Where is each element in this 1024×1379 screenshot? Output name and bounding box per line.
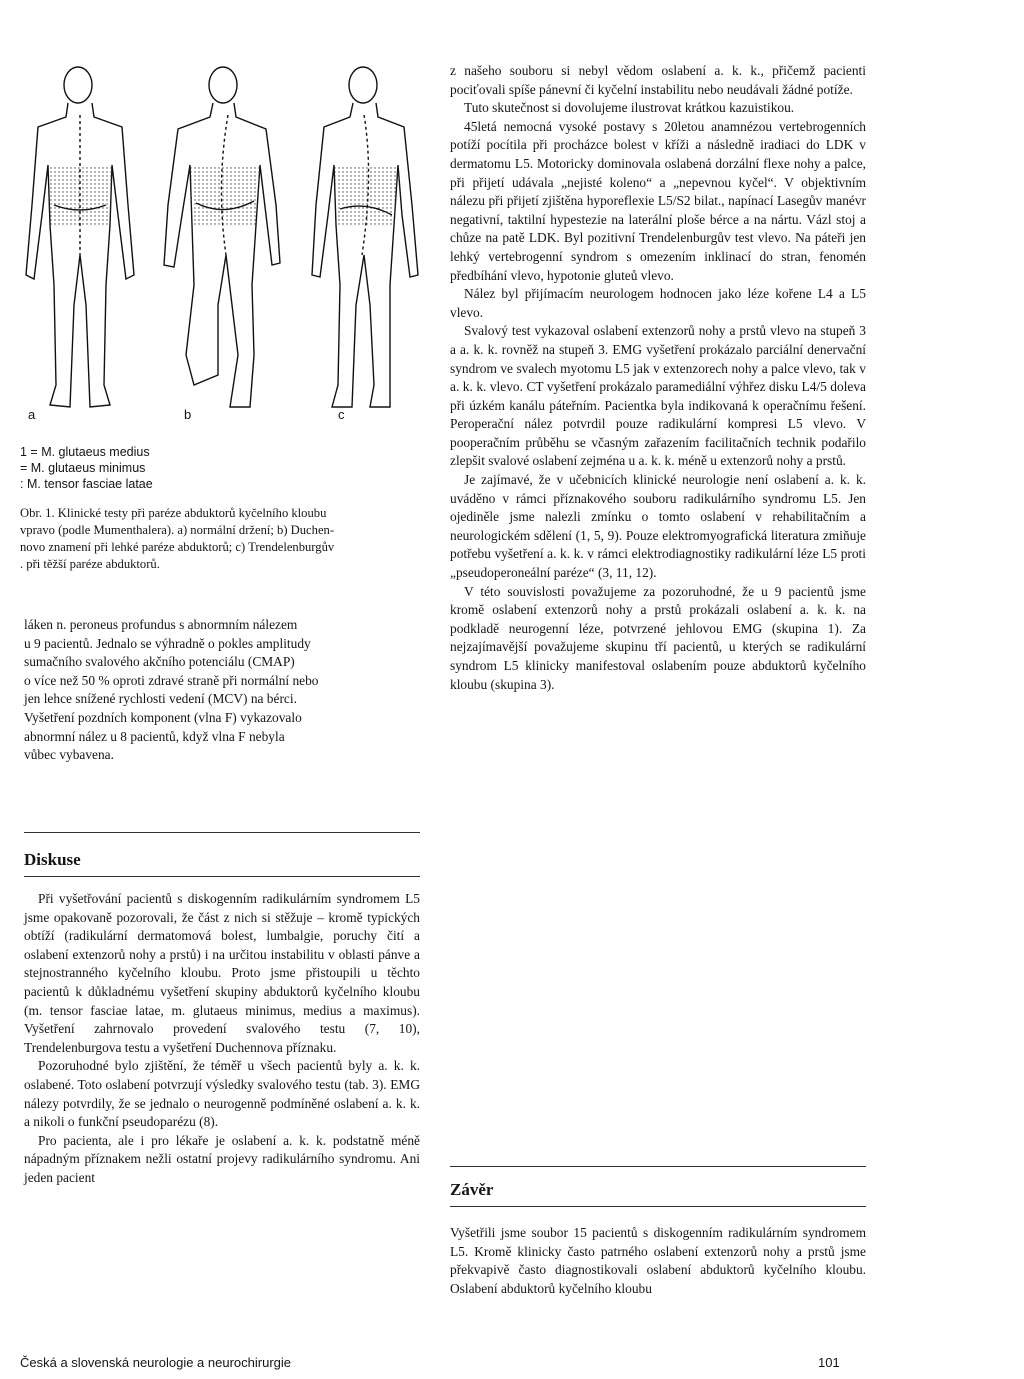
discussion-heading: Diskuse [24, 850, 81, 869]
paragraph: z našeho souboru si nebyl vědom oslabení a. k. k., přičemž pacienti pociťovali spíše pánevní či kyčelní instabilitu nebo neudávali žádné potíže. [450, 63, 866, 97]
paragraph: Nález byl přijímacím neurologem hodnocen jako léze kořene L4 a L5 vlevo. [450, 286, 866, 320]
figure-caption [20, 505, 430, 573]
paragraph: Tuto skutečnost si dovolujeme ilustrovat krátkou kazuistikou. [464, 100, 795, 116]
case-report-paragraph: 45letá nemocná vysoké postavy s 20letou anamnézou vertebrogenních potíží pocítila při procházce bolest v kříži a následně iradiaci do LDK v dermatomu L5. Motoricky dominovala oslabená dorzální flexe nohy a palce, při přijetí udávala „nejisté koleno“ a „nepevnou kyčel“. V objektivním nálezu při přijetí zjištěna hyporeflexie L5/S2 bilat., napínací Lasegův manévr negativní, taktilní hypestezie na laterální ploše bérce a na nártu. Vázl stoj a chůze na patě LDK. Byl pozitivní Trendelenburgův test vlevo. Na páteři jen lehký vertebrogenní syndrom s omezením inklinací do stran, fenomén předbíhání vlevo, hypotonie gluteů vlevo. [450, 118, 866, 283]
discussion-body [24, 890, 420, 1188]
paragraph: Je zajímavé, že v učebnicích klinické neurologie není oslabení a. k. k. uváděno v rámci příznakového souboru radikulárního syndromu L5. Jen ojediněle jsme nalezli zmínku o tomto oslabení v rehabilitačním a neurologickém sdělení (1, 5, 9). Pouze elektromyografická literatura zmiňuje potřebu vyšetření a. k. k. v rámci elektrodiagnostiky radikulární léze L5 proti „pseudoperoneální paréze“ (3, 11, 12). [450, 472, 866, 581]
results-paragraph [24, 616, 420, 765]
right-column-body [450, 62, 866, 694]
discussion-paragraph: Pozoruhodné bylo zjištění, že téměř u všech pacientů byly a. k. k. oslabené. Toto oslabení potvrzují výsledky svalového testu (tab. 3). EMG nálezy potvrdily, že se jednalo o neurogenně podmíněné oslabení a. k. k. a nikoli o funkční pseudoparézu (8). [24, 1058, 420, 1130]
paragraph: Svalový test vykazoval oslabení extenzorů nohy a prstů vlevo na stupeň 3 a a. k. k. rovněž na stupeň 3. EMG vyšetření prokázalo parciální denervační syndrom ve svalech myotomu L5 jak v extenzorech nohy a palce vlevo, tak v a. k. k. vlevo. CT vyšetření prokázalo paramediální výhřez disku L4/5 doleva při úzkém kanálu páteřním. Pacientka byla indikovaná k operačnímu řešení. Peroperační nález potvrdil pouze radikulární kompresi L5 vlevo. V pooperačním průběhu se včasným zařazením facilitačních technik podařilo zlepšit svalové oslabení zejména u a. k. k. méně u extenzorů nohy a prstů. [450, 323, 866, 469]
results-line: abnormní nález u 8 pacientů, když vlna F nebyla [24, 728, 285, 744]
caption-line: . při těžší paréze abduktorů. [20, 557, 160, 571]
caption-line: novo znamení při lehké paréze abduktorů; c) Trendelenburgův [20, 540, 335, 554]
conclusion-paragraph: Vyšetřili jsme soubor 15 pacientů s diskogenním radikulárním syndromem L5. Kromě klinicky často patrného oslabení extenzorů nohy a prstů jsme překvapivě často diagnostikovali oslabení abduktorů kyčelního kloubu. Oslabení abduktorů kyčelního kloubu [450, 1225, 866, 1296]
results-line: láken n. peroneus profundus s abnormním nálezem [24, 617, 298, 632]
conclusion-body [450, 1224, 866, 1298]
results-line: jen lehce snížené rychlosti vedení (MCV) na bérci. [24, 691, 297, 707]
legend-item-tensor-fasciae-latae: : M. tensor fasciae latae [20, 477, 153, 491]
discussion-paragraph: Pro pacienta, ale i pro lékaře je oslabení a. k. k. podstatně méně nápadným příznakem nežli ostatní projevy radikulárního syndromu. Ani jeden pacient [24, 1132, 420, 1185]
results-line: sumačního svalového akčního potenciálu (CMAP) [24, 654, 295, 670]
journal-name: Česká a slovenská neurologie a neurochirurgie [20, 1355, 291, 1370]
figure-legend [20, 444, 153, 492]
page-number: 101 [818, 1355, 840, 1370]
section-rule [24, 876, 420, 877]
caption-line: Obr. 1. Klinické testy při paréze abduktorů kyčelního kloubu [20, 506, 327, 520]
panel-label-a: a [28, 407, 36, 422]
figure-a-normal-posture [26, 67, 134, 407]
legend-item-glutaeus-minimus: = M. glutaeus minimus [20, 461, 146, 475]
caption-line: vpravo (podle Mumenthalera). a) normální držení; b) Duchen- [20, 523, 335, 537]
figure-b-duchenne-sign [164, 67, 280, 407]
section-rule [24, 832, 420, 833]
results-line: Vyšetření pozdních komponent (vlna F) vykazovalo [24, 709, 302, 725]
figure-clinical-tests [18, 55, 428, 425]
results-line: u 9 pacientů. Jednalo se výhradně o pokles amplitudy [24, 635, 311, 651]
section-rule [450, 1166, 866, 1167]
section-rule [450, 1206, 866, 1207]
figure-c-trendelenburg-sign [312, 67, 418, 407]
panel-label-c: c [338, 407, 345, 422]
discussion-paragraph: Při vyšetřování pacientů s diskogenním radikulárním syndromem L5 jsme opakovaně pozorovali, že část z nich si stěžuje – kromě typických obtíží (radikulární dermatomová bolest, lumbalgie, poruchy čití a oslabení extenzorů nohy a prstů) i na určitou instabilitu v oblasti pánve a stejnostranného kyčelního kloubu. Proto jsme přistoupili u těchto pacientů k důkladnému vyšetření skupiny abduktorů kyčelního kloubu (m. tensor fasciae latae, m. glutaeus minimus, medius a maximus). Vyšetření zahrnovalo provedení svalového testu (7, 10), Trendelenburgova testu a vyšetření Duchennova příznaku. [24, 891, 420, 1055]
conclusion-heading: Závěr [450, 1180, 494, 1199]
paragraph: V této souvislosti považujeme za pozoruhodné, že u 9 pacientů jsme kromě oslabení extenzorů nohy a prstů prokázali oslabení a. k. k. na podkladě neurogenní léze, potvrzené jehlovou EMG (skupina 1). Za nejzajímavější považujeme skupinu tří pacientů, u kterých se radikulární syndrom L5 klinicky manifestoval oslabením pouze abduktorů kyčelního kloubu (skupina 3). [450, 583, 866, 692]
results-line: o více než 50 % oproti zdravé straně při normální nebo [24, 672, 319, 688]
panel-label-b: b [184, 407, 192, 422]
legend-item-glutaeus-medius: 1 = M. glutaeus medius [20, 445, 150, 459]
results-line: vůbec vybavena. [24, 747, 114, 763]
body-figures-illustration [18, 55, 428, 425]
